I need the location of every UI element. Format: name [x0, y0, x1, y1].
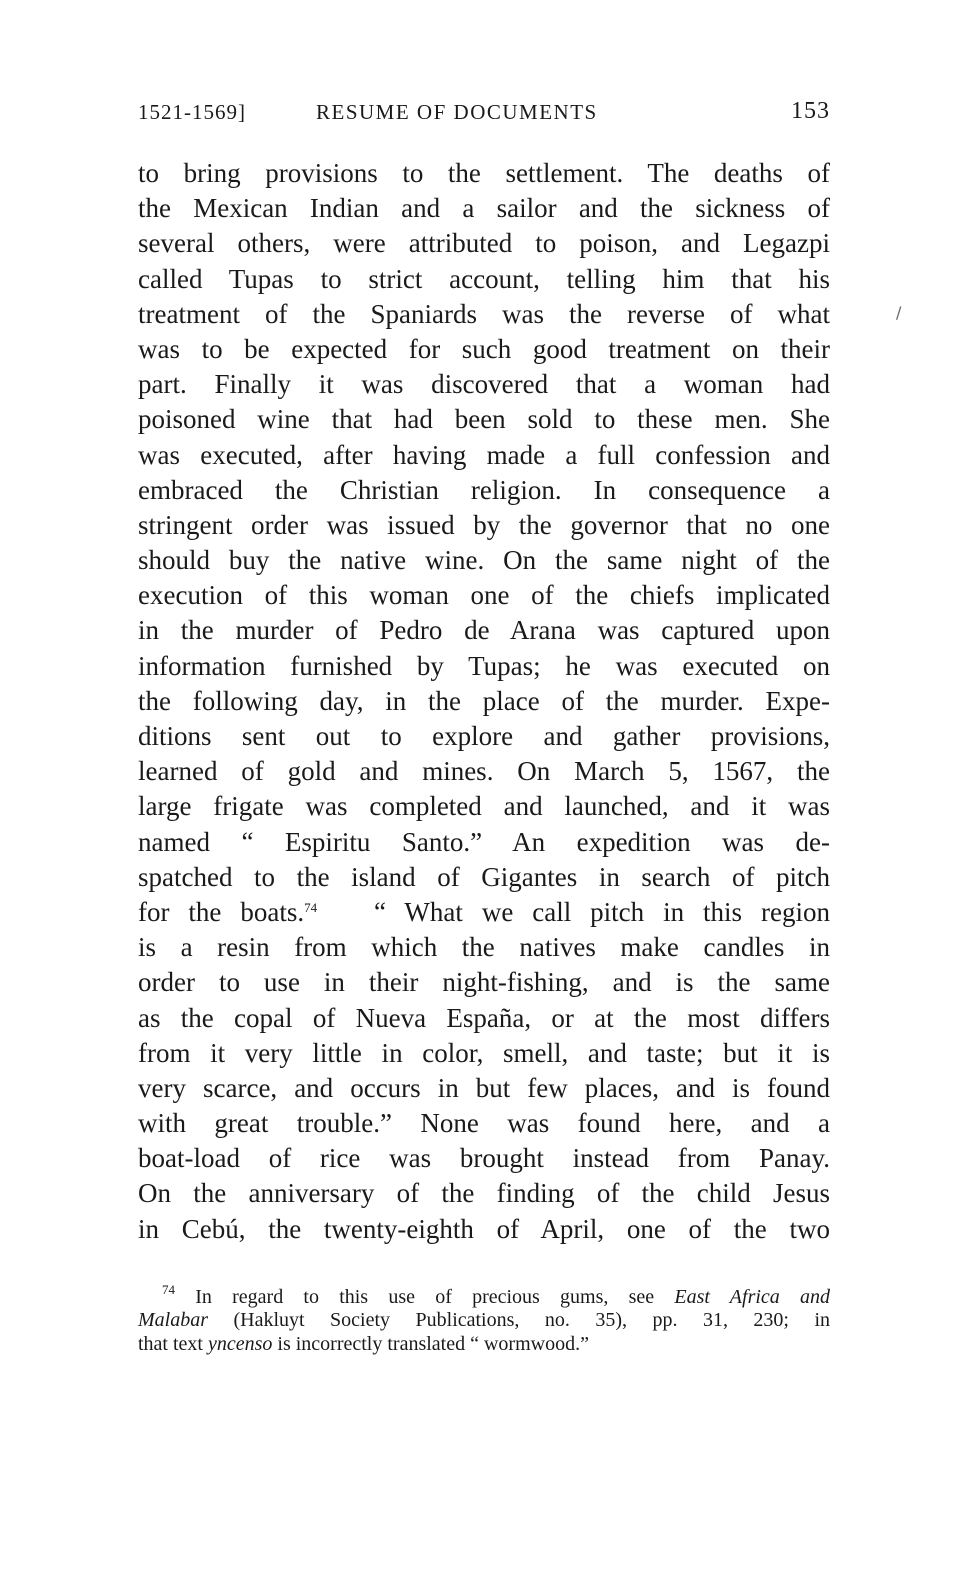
text-fragment: for the boats.: [138, 896, 305, 927]
running-header: [138, 98, 830, 132]
text-line: called Tupas to strict account, telling him that his: [138, 263, 830, 294]
footnote-line: [138, 1333, 830, 1357]
text-line: in Cebú, the twenty-eighth of April, one of the two: [138, 1213, 830, 1244]
text-line: with great trouble.” None was found here, and a: [138, 1108, 830, 1139]
footnote-text: (Hakluyt Society Publications, no. 35), pp. 31, 230; in: [233, 1309, 831, 1332]
footnote-number: 74: [162, 1281, 175, 1297]
header-date-range: 1521-1569]: [138, 100, 246, 124]
text-line: spatched to the island of Gigantes in search of pitch: [138, 861, 830, 892]
text-line: large frigate was completed and launched, and it was: [138, 791, 830, 822]
text-line: the Mexican Indian and a sailor and the sickness of: [138, 193, 830, 224]
text-line: as the copal of Nueva España, or at the most differs: [138, 1002, 830, 1033]
footnote-book-title: Malabar: [138, 1309, 208, 1332]
text-line: the following day, in the place of the murder. Expe-: [138, 685, 830, 716]
text-line: is a resin from which the natives make candles in: [138, 932, 830, 963]
footnote-italic-word: yncenso: [207, 1332, 273, 1355]
text-line-with-footnote: [138, 895, 830, 930]
page-number: 153: [791, 98, 830, 124]
text-line: in the murder of Pedro de Arana was captured upon: [138, 615, 830, 646]
text-line: from it very little in color, smell, and taste; but it is: [138, 1037, 830, 1068]
footnote-text: In regard to this use of precious gums, see: [195, 1285, 655, 1308]
footnote-line: [138, 1309, 830, 1333]
footnote-reference[interactable]: 74: [304, 899, 318, 915]
text-line: embraced the Christian religion. In consequence a: [138, 474, 830, 505]
footnote-text: is incorrectly translated “ wormwood.”: [277, 1332, 589, 1355]
text-line: ditions sent out to explore and gather provisions,: [138, 721, 830, 751]
text-line: was executed, after having made a full confession and: [138, 439, 830, 470]
text-line: stringent order was issued by the governor that no one: [138, 509, 830, 540]
text-line: boat-load of rice was brought instead from Panay.: [138, 1143, 830, 1174]
text-line: information furnished by Tupas; he was executed on: [138, 650, 830, 681]
document-page: [138, 98, 830, 1356]
text-line: to bring provisions to the settlement. The deaths of: [138, 158, 830, 188]
footnote-line: [138, 1281, 831, 1310]
body-paragraph: [138, 156, 830, 1247]
header-title: RESUME OF DOCUMENTS: [316, 100, 598, 124]
text-line: execution of this woman one of the chiefs implicated: [138, 580, 830, 611]
text-line: learned of gold and mines. On March 5, 1567, the: [138, 756, 830, 787]
text-line: should buy the native wine. On the same night of the: [138, 545, 830, 576]
text-line: part. Finally it was discovered that a woman had: [138, 369, 830, 400]
footnote-text: that text: [138, 1332, 203, 1355]
footnote-block: [138, 1281, 831, 1357]
footnote-book-title: East Africa and: [674, 1285, 831, 1308]
text-line: several others, were attributed to poison, and Legazpi: [138, 228, 830, 259]
text-line: poisoned wine that had been sold to these men. She: [138, 404, 830, 435]
text-line: order to use in their night-fishing, and is the same: [138, 967, 830, 998]
text-line: On the anniversary of the finding of the child Jesus: [138, 1178, 830, 1209]
text-fragment: “ What we call pitch in this region: [373, 896, 830, 927]
margin-pencil-mark: /: [896, 303, 902, 322]
text-line: was to be expected for such good treatment on their: [138, 333, 830, 364]
text-line: very scarce, and occurs in but few places, and is found: [138, 1072, 830, 1103]
text-line: named “ Espiritu Santo.” An expedition was de-: [138, 826, 830, 857]
text-line: treatment of the Spaniards was the reverse of what: [138, 298, 830, 329]
